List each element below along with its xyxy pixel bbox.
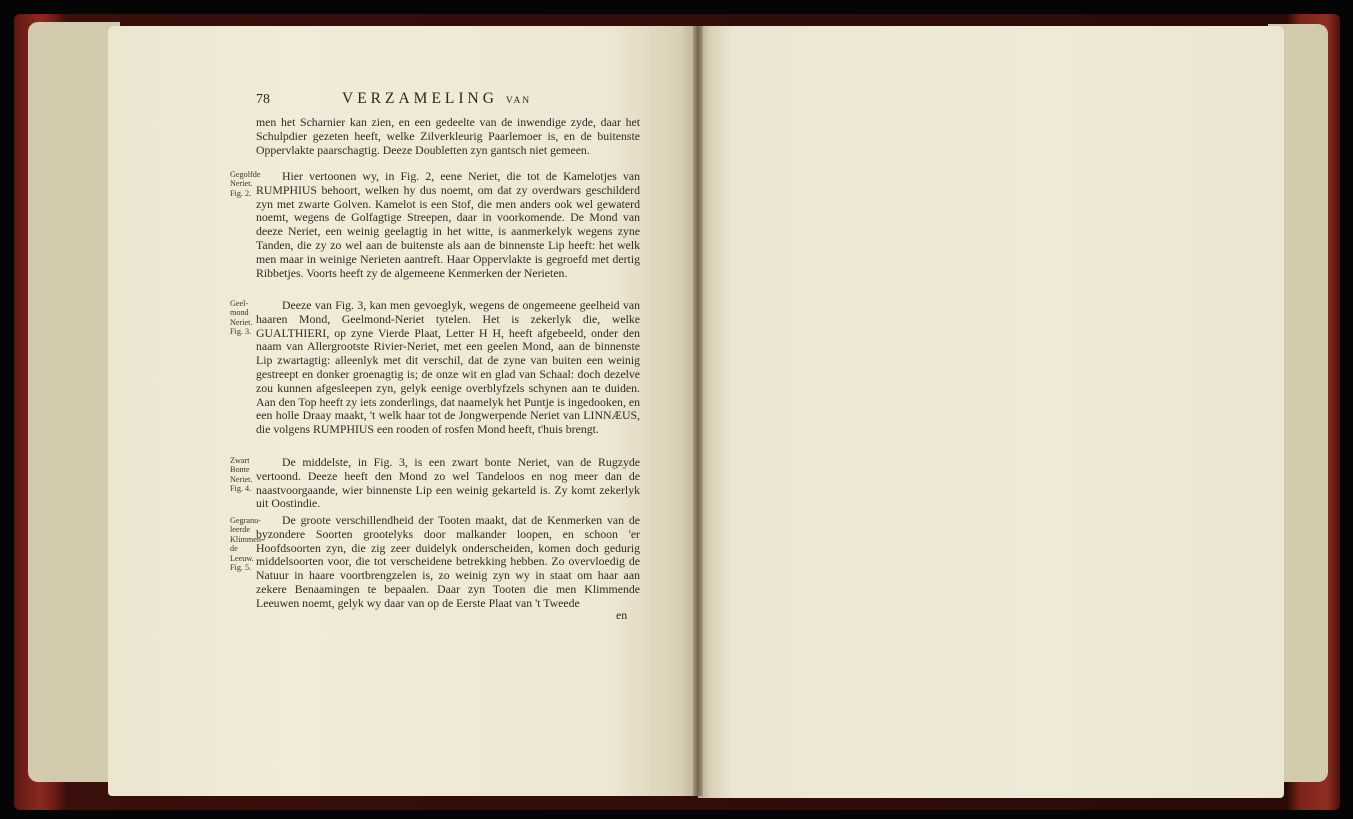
section-paragraph: De groote verschillendheid der Tooten maakt, dat de Kenmerken van de byzondere Soorten grootelyks door malkander loopen, en schoon 'er Hoofdsoorten zyn, die zig zeer duidelyk onderscheiden, komen doch gedurig middelsoorten voor, die tot verscheidene betrekking hebben. Zo overvloedig de Natuur in haare voortbrengzelen is, zo weinig zyn wy in staat om haar aan zekere Benaamingen te bepaalen. Daar zyn Tooten die men Klimmende Leeuwen noemt, gelyk wy daar van op de Eerste Plaat van 't Tweede	[256, 513, 640, 610]
intro-paragraph: men het Scharnier kan zien, en een gedeelte van de inwendige zyde, daar het Schulpdier gezeten heeft, welke Zilverkleurig Paarlemoer is, en de buitenste Oppervlakte paarschagtig. Deeze Doubletten zyn gantsch niet gemeen.	[256, 115, 640, 157]
running-head-title: VERZAMELING	[342, 90, 498, 107]
page-edges-left	[28, 22, 120, 782]
page-header	[256, 92, 640, 110]
section-paragraph: Hier vertoonen wy, in Fig. 2, eene Neriet, die tot de Kamelotjes van RUMPHIUS behoort, welken hy dus noemt, om dat zy overdwars geschilderd zyn met zwarte Golven. Kamelot is een Stof, die men anders ook wel gewaterd noemt, wegens de Golfagtige Streepen, daar in voorkomende. De Mond van deeze Neriet, een weinig geelagtig in het witte, is aanmerkelyk wegens zyne Tanden, die zy zo wel aan de buitenste als aan de binnenste Lip heeft: het welk men maar in weinige Nerieten aantreft. Haar Oppervlakte is gegroefd met dertig Ribbetjes. Voorts heeft zy de algemeene Kenmerken der Nerieten.	[256, 169, 640, 280]
margin-note: Gegranu-leerde Klimmen-de Leeuw. Fig. 5.	[230, 516, 264, 573]
margin-note: Geel-mond Neriet. Fig. 3.	[230, 299, 253, 337]
right-page-blank	[698, 26, 1284, 798]
running-head-small: VAN	[505, 96, 532, 106]
margin-note: Zwart Bonte Neriet. Fig. 4.	[230, 456, 253, 494]
section-paragraph: De middelste, in Fig. 3, is een zwart bonte Neriet, van de Rugzyde vertoond. Deeze heeft den Mond zo wel Tandeloos en nog meer dan de naastvoorgaande, wier binnenste Lip een weinig gekarteld is. Zy komt zekerlyk uit Oostindie.	[256, 455, 640, 511]
book-gutter	[693, 26, 703, 796]
section-paragraph: Deeze van Fig. 3, kan men gevoeglyk, wegens de ongemeene geelheid van haaren Mond, Geelmond-Neriet tytelen. Het is zekerlyk die, welke GUALTHIERI, op zyne Vierde Plaat, Letter H H, heeft afgebeeld, onder den naam van Allergrootste Rivier-Neriet, met een geelen Mond, aan de binnenste Lip zwartagtig: alleenlyk met dit verschil, dat de zyne van buiten een weinig gestreept en donker groenagtig is; de onze wit en glad van Schaal: doch dezelve zou kunnen afgesleepen zyn, gelyk eenige overblyfzels schynen aan te duiden. Aan den Top heeft zy iets zonderlings, dat naamelyk het Puntje is ingedooken, en een holle Draay maakt, 't welk haar tot de Jongwerpende Neriet van LINNÆUS, die volgens RUMPHIUS een rooden of rosfen Mond heeft, t'huis brengt.	[256, 298, 640, 437]
page-number: 78	[256, 92, 270, 107]
running-head	[342, 90, 531, 108]
margin-note: Gegolfde Neriet. Fig. 2.	[230, 170, 261, 198]
catchword: en	[616, 608, 628, 622]
